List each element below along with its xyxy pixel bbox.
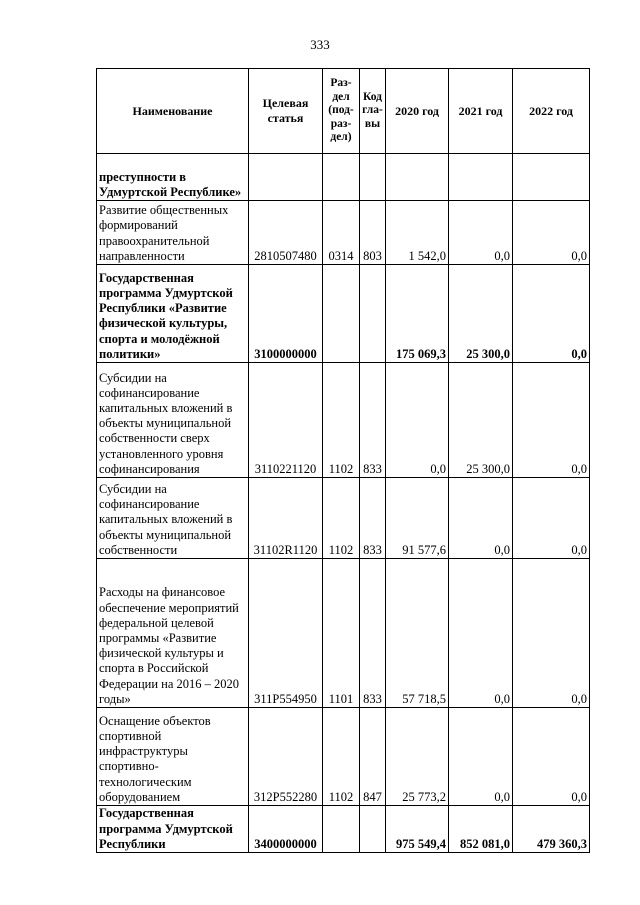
row-2022: 0,0 xyxy=(513,265,590,363)
table-row xyxy=(97,201,590,265)
row-2021: 25 300,0 xyxy=(449,265,513,363)
row-chapter: 803 xyxy=(360,201,386,265)
row-2020 xyxy=(386,154,449,201)
row-2020: 1 542,0 xyxy=(386,201,449,265)
row-2021: 0,0 xyxy=(449,201,513,265)
header-chapter: Код гла- вы xyxy=(360,69,386,154)
row-target: 31102R1120 xyxy=(249,478,323,559)
header-2020: 2020 год xyxy=(386,69,449,154)
row-2022: 0,0 xyxy=(513,708,590,806)
table-row xyxy=(97,708,590,806)
row-2022: 0,0 xyxy=(513,363,590,478)
row-target: 3400000000 xyxy=(249,806,323,853)
row-name: Оснащение объектов спортивной инфраструктуры спортивно-технологическим оборудованием xyxy=(97,708,249,806)
table-row xyxy=(97,265,590,363)
row-name: Развитие общественных формирований правоохранительной направленности xyxy=(97,201,249,265)
budget-table xyxy=(96,68,590,853)
page-number: 333 xyxy=(310,37,330,52)
row-2021: 0,0 xyxy=(449,478,513,559)
table-row xyxy=(97,478,590,559)
row-2022 xyxy=(513,154,590,201)
row-section xyxy=(323,806,360,853)
row-2022: 0,0 xyxy=(513,559,590,708)
row-target: 3110221120 xyxy=(249,363,323,478)
row-section xyxy=(323,154,360,201)
row-2020: 975 549,4 xyxy=(386,806,449,853)
row-2021: 0,0 xyxy=(449,559,513,708)
row-target: 312P552280 xyxy=(249,708,323,806)
header-section: Раз- дел (под- раз- дел) xyxy=(323,69,360,154)
row-name: Субсидии на софинансирование капитальных вложений в объекты муниципальной собственности xyxy=(97,478,249,559)
row-2021 xyxy=(449,154,513,201)
row-chapter: 833 xyxy=(360,478,386,559)
row-section: 0314 xyxy=(323,201,360,265)
table-row xyxy=(97,154,590,201)
row-section: 1102 xyxy=(323,363,360,478)
row-chapter: 833 xyxy=(360,559,386,708)
header-row xyxy=(97,69,590,154)
row-name: Государственная программа Удмуртской Республики xyxy=(97,806,249,853)
row-section: 1102 xyxy=(323,478,360,559)
row-2021: 25 300,0 xyxy=(449,363,513,478)
row-2020: 175 069,3 xyxy=(386,265,449,363)
row-chapter: 847 xyxy=(360,708,386,806)
row-2022: 0,0 xyxy=(513,201,590,265)
row-2021: 852 081,0 xyxy=(449,806,513,853)
row-target xyxy=(249,154,323,201)
row-name: Государственная программа Удмуртской Республики «Развитие физической культуры, спорта и молодёжной политики» xyxy=(97,265,249,363)
row-target: 2810507480 xyxy=(249,201,323,265)
row-name: Расходы на финансовое обеспечение мероприятий федеральной целевой программы «Развитие физической культуры и спорта в Российской Федерации на 2016 – 2020 годы» xyxy=(97,559,249,708)
row-2021: 0,0 xyxy=(449,708,513,806)
row-section: 1102 xyxy=(323,708,360,806)
row-chapter xyxy=(360,265,386,363)
row-chapter xyxy=(360,154,386,201)
row-2022: 479 360,3 xyxy=(513,806,590,853)
header-target: Целевая статья xyxy=(249,69,323,154)
row-2020: 0,0 xyxy=(386,363,449,478)
table-row xyxy=(97,363,590,478)
header-2022: 2022 год xyxy=(513,69,590,154)
row-2020: 25 773,2 xyxy=(386,708,449,806)
table-row xyxy=(97,806,590,853)
row-chapter: 833 xyxy=(360,363,386,478)
row-target: 311P554950 xyxy=(249,559,323,708)
row-section: 1101 xyxy=(323,559,360,708)
row-target: 3100000000 xyxy=(249,265,323,363)
row-2020: 57 718,5 xyxy=(386,559,449,708)
row-section xyxy=(323,265,360,363)
row-chapter xyxy=(360,806,386,853)
row-name: Субсидии на софинансирование капитальных вложений в объекты муниципальной собственности сверх установленного уровня софинансирования xyxy=(97,363,249,478)
row-name: преступности в Удмуртской Республике» xyxy=(97,154,249,201)
row-2020: 91 577,6 xyxy=(386,478,449,559)
row-2022: 0,0 xyxy=(513,478,590,559)
table-row xyxy=(97,559,590,708)
header-name: Наименование xyxy=(97,69,249,154)
header-2021: 2021 год xyxy=(449,69,513,154)
